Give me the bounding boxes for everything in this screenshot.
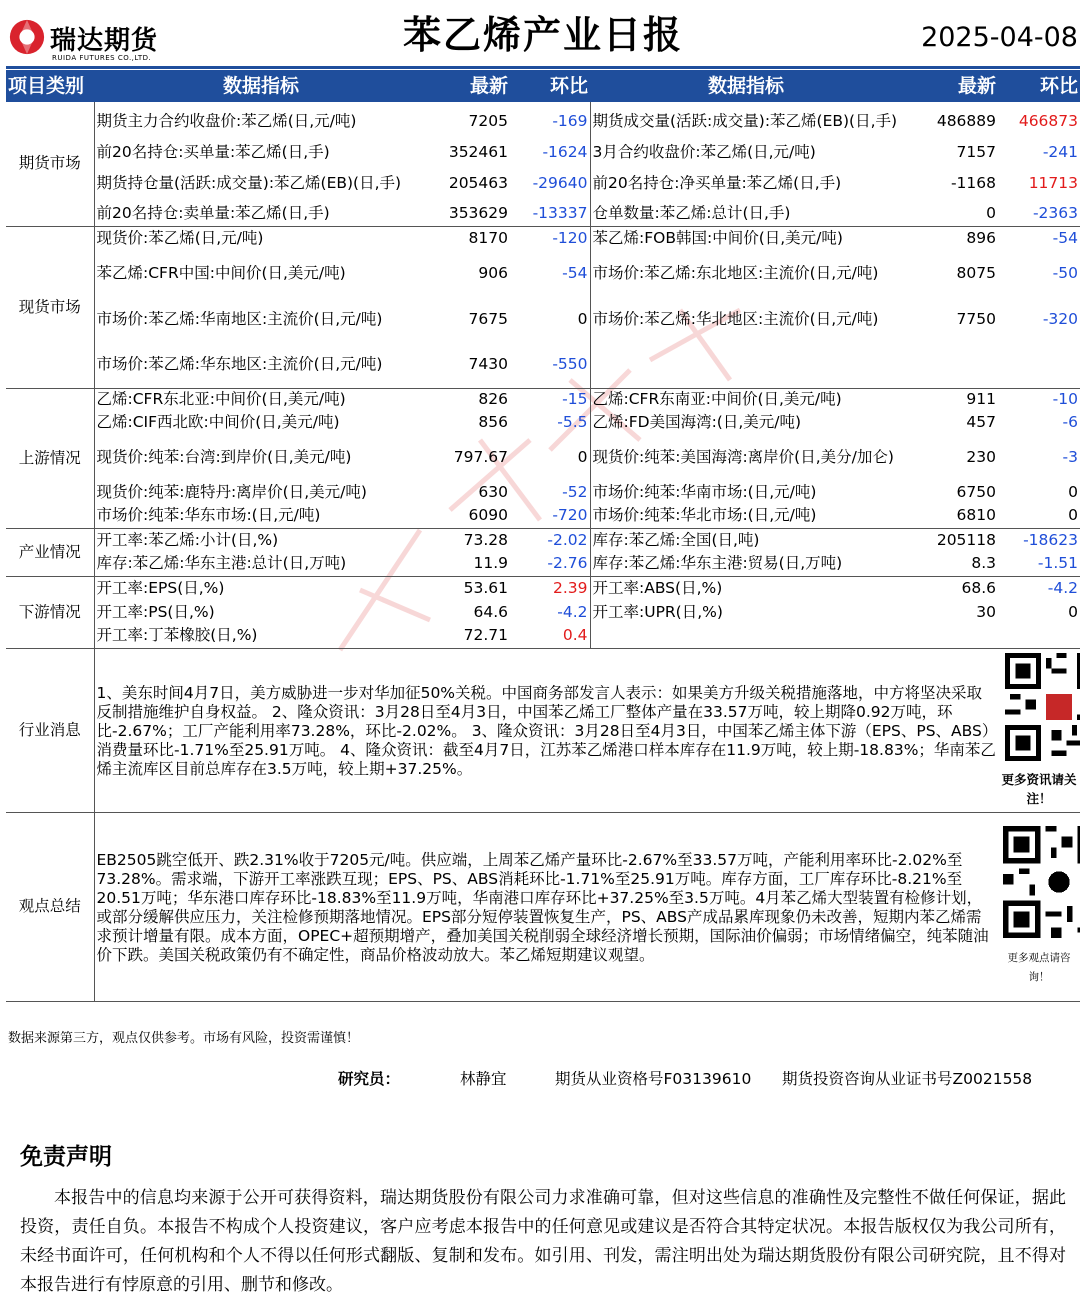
- indicator-label: 开工率:PS(日,%): [96, 602, 215, 621]
- indicator-label: 现货价:纯苯:美国海湾:离岸价(日,美分/加仑): [590, 434, 902, 480]
- change-value: -720: [510, 504, 590, 528]
- change-value: -3: [1062, 447, 1078, 466]
- qr-code-icon: [1000, 653, 1080, 761]
- data-table: [6, 70, 1080, 1002]
- latest-value: 0: [902, 202, 998, 226]
- indicator-label: 开工率:苯乙烯:小计(日,%): [96, 530, 279, 549]
- latest-value: 6750: [956, 482, 996, 501]
- disclaimer-title: 免责声明: [20, 1144, 112, 1170]
- industry-news-text: 1、美东时间4月7日，美方威胁进一步对华加征50%关税。中国商务部发言人表示：如果美方升级关税措施落地，中方将坚决采取反制措施维护自身权益。 2、隆众资讯：3月28日至4月3日，中国苯乙烯工厂整体产量在33.57万吨，较上期降0.92万吨，环比-2.67%；工厂产能利用率73.28%，环比-2.02%。 3、隆众资讯：3月28日至4月3日，中国苯乙烯主体下游（EPS、PS、ABS）消费量环比-1.71%至25.91万吨。 4、隆众资讯：截至4月7日，江苏苯乙烯港口样本库存在11.9万吨，较上期-18.83%；华南苯乙烯主流库区目前总库存在3.5万吨，较上期+37.25%。: [94, 648, 998, 812]
- table-row: [6, 410, 1080, 434]
- indicator-label: 3月合约收盘价:苯乙烯(日,元/吨): [590, 140, 902, 164]
- table-row: [6, 202, 1080, 226]
- latest-value: 6810: [902, 504, 998, 528]
- page-title: 苯乙烯产业日报: [402, 13, 683, 57]
- indicator-label: 开工率:丁苯橡胶(日,%): [94, 624, 428, 648]
- latest-value: 230: [966, 447, 996, 466]
- change-value: -550: [510, 342, 590, 388]
- latest-value: 486889: [936, 111, 996, 130]
- indicator-label: 市场价:苯乙烯:华南地区:主流价(日,元/吨): [96, 309, 383, 328]
- latest-value: 205463: [448, 173, 508, 192]
- indicator-label: 乙烯:CIF西北欧:中间价(日,美元/吨): [96, 412, 340, 431]
- latest-value: 630: [478, 482, 508, 501]
- latest-value: [902, 624, 998, 648]
- change-value: -1.51: [998, 552, 1080, 576]
- table-row: [6, 102, 1080, 140]
- header-divider: [6, 66, 1080, 69]
- indicator-label: 市场价:苯乙烯:华东地区:主流价(日,元/吨): [94, 342, 428, 388]
- indicator-label: 开工率:UPR(日,%): [590, 600, 902, 624]
- table-row: [6, 164, 1080, 202]
- indicator-label: 库存:苯乙烯:华东主港:贸易(日,万吨): [590, 552, 902, 576]
- qr-code-icon: [1000, 826, 1080, 938]
- table-row: [6, 250, 1080, 296]
- change-value: -1624: [542, 142, 588, 161]
- change-value: -2.76: [510, 552, 590, 576]
- section-label: 产业情况: [6, 528, 94, 576]
- indicator-label: 乙烯:CFR东北亚:中间价(日,美元/吨): [96, 389, 346, 408]
- section-label-news: 行业消息: [6, 648, 94, 812]
- change-value: 0: [1068, 602, 1078, 621]
- viewpoint-text: EB2505跳空低开、跌2.31%收于7205元/吨。供应端，上周苯乙烯产量环比-2.67%至33.57万吨，产能利用率环比-2.02%至73.28%。需求端，下游开工率涨跌互现；EPS、PS、ABS消耗环比-1.71%至25.91万吨。库存方面，工厂库存环比-8.21%至20.51万吨；华东港口库存环比-18.83%至11.9万吨，华南港口库存环比+37.25%至3.5万吨。4月苯乙烯大型装置有检修计划，或部分缓解供应压力，关注检修预期落地情况。EPS部分短停装置恢复生产，PS、ABS产成品累库现象仍未改善，短期内苯乙烯需求预计增量有限。成本方面，OPEC+超预期增产，叠加美国关税削弱全球经济增长预期，国际油价偏弱；市场情绪偏空，纯苯随油价下跌。美国关税政策仍有不确定性，商品价格波动放大。苯乙烯短期建议观望。: [94, 812, 998, 1001]
- change-value: -2.02: [547, 530, 588, 549]
- header-indicator: 数据指标: [94, 70, 428, 102]
- latest-value: 457: [966, 412, 996, 431]
- table-row: [6, 624, 1080, 648]
- indicator-label: 苯乙烯:FOB韩国:中间价(日,美元/吨): [590, 226, 902, 250]
- change-value: -10: [1052, 389, 1078, 408]
- latest-value: 30: [976, 602, 996, 621]
- change-value: -52: [562, 482, 588, 501]
- latest-value: 906: [478, 263, 508, 282]
- change-value: 0: [577, 309, 588, 328]
- table-row: [6, 342, 1080, 388]
- section-label: 现货市场: [6, 226, 94, 388]
- table-row: [6, 296, 1080, 342]
- indicator-label: 仓单数量:苯乙烯:总计(日,手): [590, 202, 902, 226]
- viewpoint-row: [6, 812, 1080, 1001]
- change-value: -320: [1042, 309, 1078, 328]
- qr-block-viewpoint: [998, 812, 1080, 1001]
- header-change: 环比: [510, 70, 590, 102]
- header-indicator-2: 数据指标: [590, 70, 902, 102]
- latest-value: 7750: [956, 309, 996, 328]
- indicator-label: 前20名持仓:净买单量:苯乙烯(日,手): [590, 164, 902, 202]
- table-row: [6, 504, 1080, 528]
- table-row: [6, 576, 1080, 600]
- latest-value: 8.3: [902, 552, 998, 576]
- change-value: -29640: [532, 173, 588, 192]
- change-value: -5.5: [557, 412, 588, 431]
- latest-value: 7430: [428, 342, 510, 388]
- change-value: 0: [1068, 482, 1078, 501]
- researcher-label: 研究员：: [338, 1070, 401, 1088]
- qr-caption-viewpoint: 更多观点请咨询！: [1007, 952, 1071, 983]
- indicator-label: 现货价:纯苯:台湾:到岸价(日,美元/吨): [96, 447, 352, 466]
- indicator-label: 开工率:EPS(日,%): [96, 578, 225, 597]
- header-category: 项目类别: [6, 70, 94, 102]
- logo-text-cn: 瑞达期货: [50, 26, 159, 56]
- latest-value: 73.28: [463, 530, 508, 549]
- change-value: -4.2: [1047, 578, 1078, 597]
- indicator-label: 现货价:苯乙烯(日,元/吨): [96, 228, 264, 247]
- change-value: -13337: [510, 202, 590, 226]
- indicator-label: [590, 342, 902, 388]
- indicator-label: 期货主力合约收盘价:苯乙烯(日,元/吨): [96, 111, 357, 130]
- indicator-label: 乙烯:CFR东南亚:中间价(日,美元/吨): [590, 388, 902, 410]
- report-date: 2025-04-08: [921, 22, 1078, 53]
- latest-value: 64.6: [473, 602, 508, 621]
- change-value: 2.39: [552, 578, 588, 597]
- indicator-label: 期货持仓量(活跃:成交量):苯乙烯(EB)(日,手): [96, 173, 402, 192]
- data-source-note: 数据来源第三方，观点仅供参考。市场有风险，投资需谨慎！: [8, 1031, 360, 1046]
- latest-value: -1168: [950, 173, 996, 192]
- change-value: -15: [562, 389, 588, 408]
- indicator-label: 市场价:纯苯:华东市场:(日,元/吨): [94, 504, 428, 528]
- report-header: [0, 0, 1086, 68]
- header-change-2: 环比: [998, 70, 1080, 102]
- qr-block-news: [998, 648, 1080, 812]
- change-value: 0.4: [510, 624, 590, 648]
- table-row: [6, 480, 1080, 504]
- table-row: [6, 600, 1080, 624]
- latest-value: 53.61: [463, 578, 508, 597]
- qr-caption-news: 更多资讯请关注！: [1001, 771, 1077, 806]
- section-label: 下游情况: [6, 576, 94, 648]
- table-row: [6, 528, 1080, 552]
- change-value: -4.2: [557, 602, 588, 621]
- indicator-label: 市场价:苯乙烯:华北地区:主流价(日,元/吨): [590, 296, 902, 342]
- indicator-label: 前20名持仓:买单量:苯乙烯(日,手): [96, 142, 330, 161]
- indicator-label: 现货价:纯苯:鹿特丹:离岸价(日,美元/吨): [96, 482, 367, 501]
- indicator-label: 市场价:苯乙烯:东北地区:主流价(日,元/吨): [590, 250, 902, 296]
- change-value: -6: [1062, 412, 1078, 431]
- latest-value: 7205: [468, 111, 508, 130]
- section-label: 期货市场: [6, 102, 94, 226]
- latest-value: 353629: [428, 202, 510, 226]
- indicator-label: 市场价:纯苯:华北市场:(日,元/吨): [590, 504, 902, 528]
- latest-value: 8170: [468, 228, 508, 247]
- logo-text-en: RUIDA FUTURES CO.,LTD.: [52, 54, 152, 62]
- indicator-label: 库存:苯乙烯:全国(日,吨): [590, 528, 902, 552]
- indicator-label: 前20名持仓:卖单量:苯乙烯(日,手): [94, 202, 428, 226]
- change-value: -120: [552, 228, 588, 247]
- latest-value: 352461: [448, 142, 508, 161]
- latest-value: 11.9: [428, 552, 510, 576]
- industry-news-row: [6, 648, 1080, 812]
- change-value: 0: [577, 447, 588, 466]
- researcher-name: 林静宜: [460, 1070, 507, 1088]
- table-row: [6, 388, 1080, 410]
- change-value: -54: [562, 263, 588, 282]
- indicator-label: 库存:苯乙烯:华东主港:总计(日,万吨): [94, 552, 428, 576]
- indicator-label: 开工率:ABS(日,%): [590, 576, 902, 600]
- change-value: -54: [1052, 228, 1078, 247]
- disclaimer-text: 本报告中的信息均来源于公开可获得资料，瑞达期货股份有限公司力求准确可靠，但对这些信息的准确性及完整性不做任何保证，据此投资，责任自负。本报告不构成个人投资建议，客户应考虑本报告中的任何意见或建议是否符合其特定状况。本报告版权仅为我公司所有，未经书面许可，任何机构和个人不得以任何形式翻版、复制和发布。如引用、刊发，需注明出处为瑞达期货股份有限公司研究院，且不得对本报告进行有悖原意的引用、删节和修改。: [20, 1188, 1066, 1295]
- latest-value: 896: [966, 228, 996, 247]
- change-value: [998, 624, 1080, 648]
- indicator-label: 乙烯:FD美国海湾:(日,美元/吨): [590, 410, 902, 434]
- latest-value: 826: [478, 389, 508, 408]
- change-value: -2363: [998, 202, 1080, 226]
- latest-value: 911: [966, 389, 996, 408]
- qualification-number: 期货从业资格号F03139610: [555, 1070, 752, 1088]
- consulting-certificate-number: 期货投资咨询从业证书号Z0021558: [782, 1070, 1033, 1088]
- latest-value: 797.67: [453, 447, 508, 466]
- latest-value: 7157: [956, 142, 996, 161]
- indicator-label: 市场价:纯苯:华南市场:(日,元/吨): [590, 480, 902, 504]
- table-row: [6, 434, 1080, 480]
- table-row: [6, 226, 1080, 250]
- table-header-row: [6, 70, 1080, 102]
- header-latest: 最新: [428, 70, 510, 102]
- table-row: [6, 140, 1080, 164]
- section-label: 上游情况: [6, 388, 94, 528]
- section-label-viewpoint: 观点总结: [6, 812, 94, 1001]
- change-value: -241: [1042, 142, 1078, 161]
- latest-value: 72.71: [428, 624, 510, 648]
- change-value: -169: [552, 111, 588, 130]
- latest-value: 856: [478, 412, 508, 431]
- latest-value: [902, 342, 998, 388]
- change-value: [998, 342, 1080, 388]
- change-value: 0: [998, 504, 1080, 528]
- latest-value: 68.6: [961, 578, 996, 597]
- change-value: -50: [1052, 263, 1078, 282]
- table-row: [6, 552, 1080, 576]
- latest-value: 8075: [956, 263, 996, 282]
- indicator-label: 期货成交量(活跃:成交量):苯乙烯(EB)(日,手): [590, 102, 902, 140]
- header-latest-2: 最新: [902, 70, 998, 102]
- change-value: -18623: [1023, 530, 1078, 549]
- latest-value: 6090: [428, 504, 510, 528]
- change-value: 11713: [1028, 173, 1078, 192]
- latest-value: 205118: [936, 530, 996, 549]
- latest-value: 7675: [468, 309, 508, 328]
- indicator-label: [590, 624, 902, 648]
- change-value: 466873: [1018, 111, 1078, 130]
- indicator-label: 苯乙烯:CFR中国:中间价(日,美元/吨): [96, 263, 346, 282]
